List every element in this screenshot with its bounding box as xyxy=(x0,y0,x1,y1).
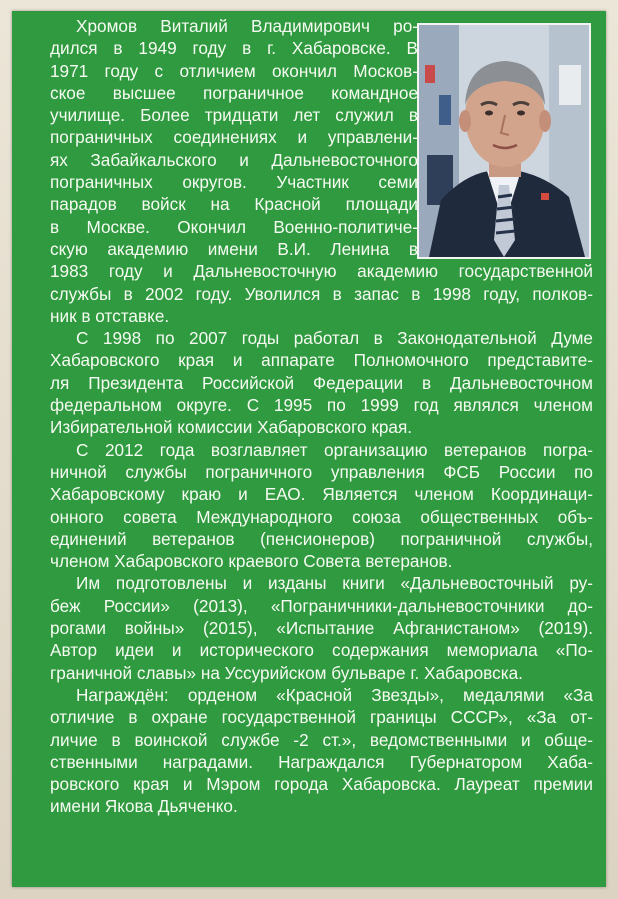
text-line: парадов войск на Красной площади xyxy=(50,194,418,215)
biography-paragraph-1 xyxy=(50,15,593,327)
text-line: 1971 году с отличием окончил Москов- xyxy=(50,60,418,81)
text-line: имени Якова Дьяченко. xyxy=(50,796,238,817)
text-line: ничной службы пограничного управления ФСБ России по xyxy=(50,461,593,482)
text-line: службы в 2002 году. Уволился в запас в 1998 году, полков- xyxy=(50,283,593,304)
text-line: онного совета Международного союза общественных объ- xyxy=(50,506,593,527)
text-line: С 2012 года возглавляет организацию ветеранов погра- xyxy=(76,439,593,460)
book-back-cover xyxy=(12,11,606,887)
text-line: в Москве. Окончил Военно-политиче- xyxy=(50,216,418,237)
text-line: пограничных округов. Участник семи xyxy=(50,172,418,193)
text-line: беж России» (2013), «Пограничники-дальневосточники до- xyxy=(50,595,593,616)
text-line: скую академию имени В.И. Ленина в xyxy=(50,238,418,259)
text-line: Им подготовлены и изданы книги «Дальневосточный ру- xyxy=(76,573,593,594)
text-line: С 1998 по 2007 годы работал в Законодательной Думе xyxy=(76,328,593,349)
text-line: членом Хабаровского краевого Совета ветеранов. xyxy=(50,551,453,572)
text-line: Автор идеи и исторического содержания мемориала «По- xyxy=(50,640,593,661)
text-line: ское высшее пограничное командное xyxy=(50,82,418,103)
text-line: Хабаровского края и аппарате Полномочного представите- xyxy=(50,350,593,371)
biography-paragraph-2 xyxy=(50,327,593,438)
text-line: единений ветеранов (пенсионеров) пограничной службы, xyxy=(50,528,593,549)
text-line: дился в 1949 году в г. Хабаровске. В xyxy=(50,38,418,59)
text-line: отличие в охране государственной границы СССР», «За от- xyxy=(50,707,593,728)
text-line: ник в отставке. xyxy=(50,305,170,326)
text-line: федеральном округе. С 1995 по 1999 год являлся членом xyxy=(50,395,593,416)
text-line: 1983 году и Дальневосточную академию государственной xyxy=(50,261,593,282)
biography-paragraph-5 xyxy=(50,684,593,818)
text-line: Награждён: орденом «Красной Звезды», медалями «За xyxy=(76,684,593,705)
text-line: рогами войны» (2015), «Испытание Афганистаном» (2019). xyxy=(50,618,593,639)
text-line: ственными наградами. Награждался Губернатором Хаба- xyxy=(50,751,593,772)
text-line: Избирательной комиссии Хабаровского края. xyxy=(50,417,413,438)
text-line: ях Забайкальского и Дальневосточного xyxy=(50,149,418,170)
text-line: Хромов Виталий Владимирович ро- xyxy=(76,16,418,36)
text-line: Хабаровскому краю и ЕАО. Является членом Координаци- xyxy=(50,484,593,505)
text-line: ля Президента Российской Федерации в Дальневосточном xyxy=(50,372,593,393)
biography-paragraph-4 xyxy=(50,572,593,683)
text-line: пограничных соединениях и управлени- xyxy=(50,127,418,148)
text-line: личие в воинской службе -2 ст.», ведомственными и обще- xyxy=(50,729,593,750)
text-line: ровского края и Мэром города Хабаровска. Лауреат премии xyxy=(50,774,593,795)
biography-text xyxy=(50,15,593,818)
text-line: училище. Более тридцати лет служил в xyxy=(50,105,418,126)
text-line: граничной славы» на Уссурийском бульваре г. Хабаровска. xyxy=(50,662,523,683)
biography-paragraph-3 xyxy=(50,439,593,573)
